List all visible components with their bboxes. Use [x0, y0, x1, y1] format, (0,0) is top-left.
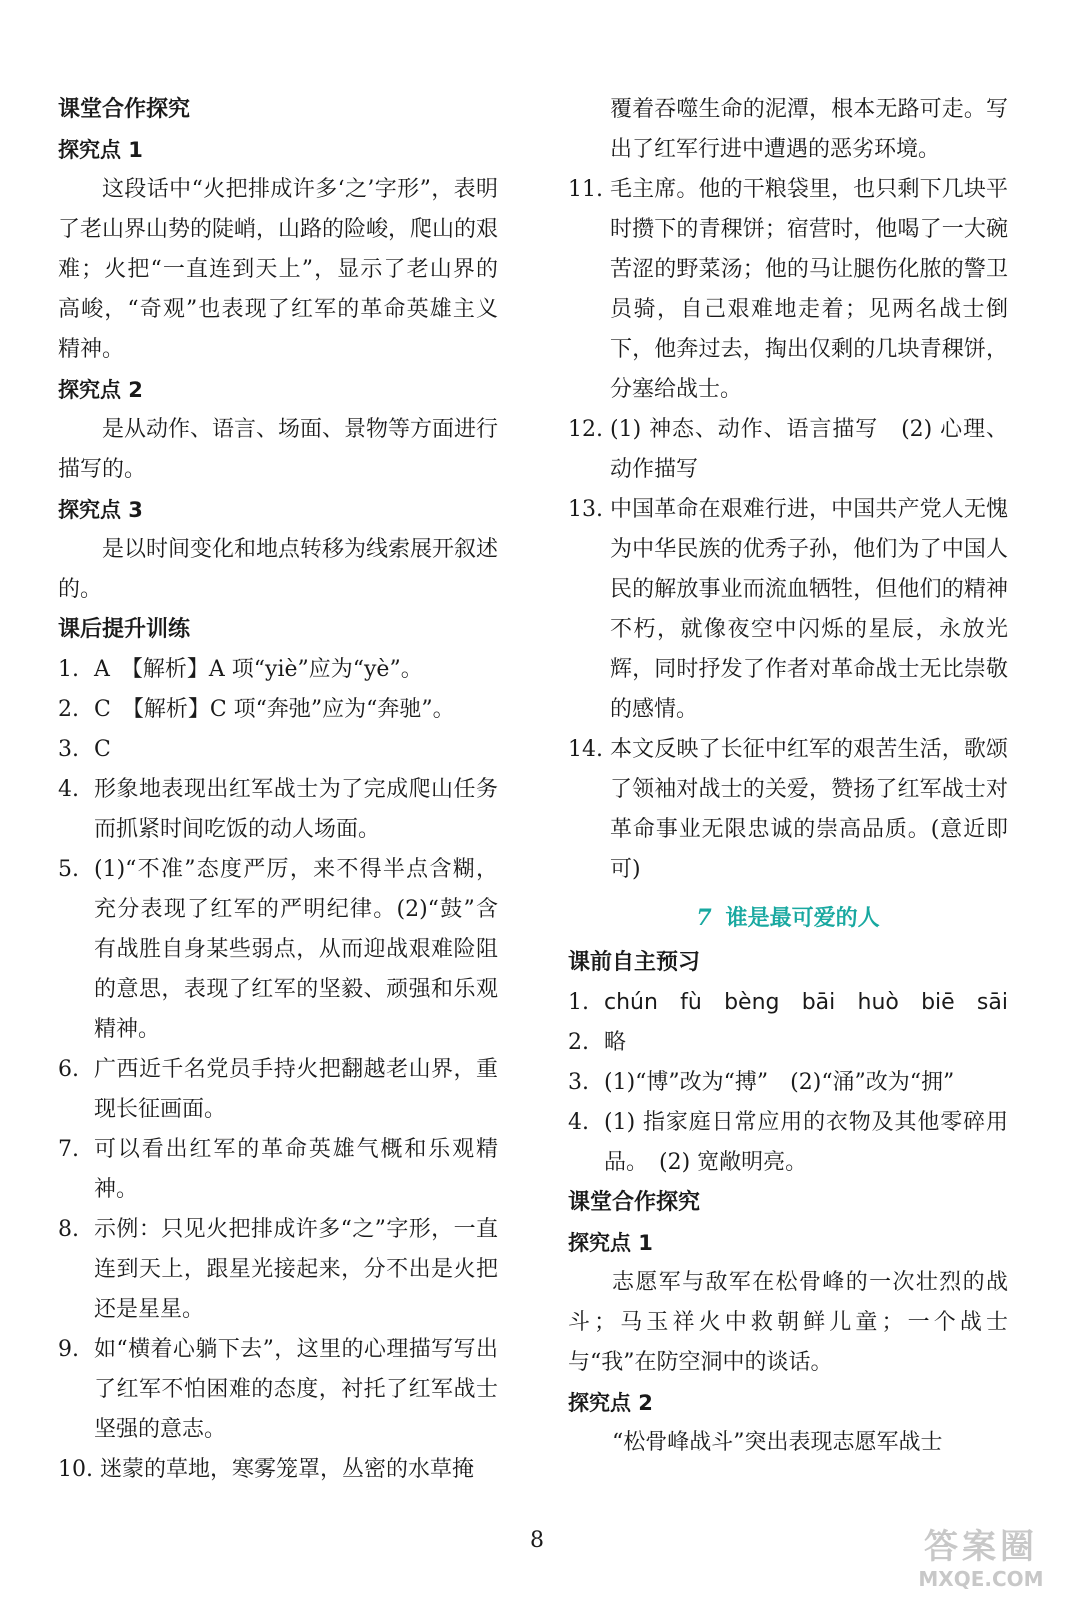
answer-item [58, 1130, 498, 1210]
answer-text: 形象地表现出红军战士为了完成爬山任务而抓紧时间吃饭的动人场面。 [94, 777, 498, 842]
pinyin: biē [921, 990, 955, 1015]
answer-text: 可以看出红军的革命英雄气概和乐观精神。 [94, 1137, 498, 1202]
answer-item [568, 490, 1008, 730]
section-heading-cooperative-inquiry-2: 课堂合作探究 [568, 1190, 701, 1215]
answer-item [58, 1450, 498, 1490]
inquiry-point-2-label: 探究点 2 [58, 378, 143, 402]
inquiry-point-1-text: 这段话中“火把排成许多‘之’字形”，表明了老山界山势的陡峭，山路的险峻，爬山的艰难；火把“一直连到天上”，显示了老山界的高峻，“奇观”也表现了红军的革命英雄主义精神。 [58, 177, 499, 362]
pinyin: huò [857, 990, 899, 1015]
answer-number: 3. [568, 1070, 589, 1095]
answer-item [58, 1330, 498, 1450]
answer-number: 10. [58, 1457, 93, 1482]
lesson-title: 谁是最可爱的人 [725, 906, 880, 931]
answer-text: 如“横着心躺下去”，这里的心理描写写出了红军不怕困难的态度，衬托了红军战士坚强的意志。 [94, 1337, 498, 1442]
answer-item [58, 770, 498, 850]
section-heading-preview: 课前自主预习 [568, 950, 701, 975]
answer-item [58, 1210, 498, 1330]
left-column [58, 90, 498, 1490]
answer-number: 9. [58, 1337, 79, 1362]
page-number: 8 [530, 1528, 544, 1553]
answer-text: A 【解析】A 项“yiè”应为“yè”。 [94, 657, 423, 682]
answer-item [568, 1063, 1008, 1103]
answer-text: (1) 指家庭日常应用的衣物及其他零碎用品。 (2) 宽敞明亮。 [604, 1110, 1008, 1175]
answer-item [568, 1103, 1008, 1183]
answer-item [58, 650, 498, 690]
section-heading-after-class-training: 课后提升训练 [58, 617, 191, 642]
answer-number: 12. [568, 417, 603, 442]
answer-text: C [94, 737, 111, 762]
pinyin-row [604, 983, 1008, 1023]
section-heading-cooperative-inquiry: 课堂合作探究 [58, 97, 191, 122]
site-watermark [906, 1527, 1056, 1592]
answer-number: 11. [568, 177, 603, 202]
pinyin: fù [680, 990, 702, 1015]
answer-10-continuation: 覆着吞噬生命的泥潭，根本无路可走。写出了红军行进中遭遇的恶劣环境。 [610, 97, 1008, 162]
answer-item [568, 410, 1008, 490]
answer-text: 示例：只见火把排成许多“之”字形，一直连到天上，跟星光接起来，分不出是火把还是星星。 [94, 1217, 498, 1322]
right-column [568, 90, 1008, 1463]
watermark-logo-text: 答案圈 [924, 1527, 1038, 1567]
answer-number: 2. [58, 697, 79, 722]
answer-text: 本文反映了长征中红军的艰苦生活，歌颂了领袖对战士的关爱，赞扬了红军战士对革命事业无限忠诚的崇高品质。(意近即可) [610, 737, 1008, 882]
inquiry-point-2-text: “松骨峰战斗”突出表现志愿军战士 [612, 1430, 943, 1455]
lesson-title-banner [568, 896, 1008, 941]
inquiry-point-1-text: 志愿军与敌军在松骨峰的一次壮烈的战斗；马玉祥火中救朝鲜儿童；一个战士与“我”在防空洞中的谈话。 [568, 1270, 1008, 1375]
answer-text: (1)“不准”态度严厉，来不得半点含糊，充分表现了红军的严明纪律。(2)“鼓”含有战胜自身某些弱点，从而迎战艰难险阻的意思，表现了红军的坚毅、顽强和乐观精神。 [94, 857, 498, 1042]
answer-number: 2. [568, 1030, 589, 1055]
answer-text: (1) 神态、动作、语言描写 (2) 心理、动作描写 [610, 417, 1008, 482]
answer-number: 1. [58, 657, 79, 682]
answer-number: 4. [568, 1110, 589, 1135]
answer-number: 14. [568, 737, 603, 762]
answer-item [58, 690, 498, 730]
answer-number: 8. [58, 1217, 79, 1242]
answer-item [58, 730, 498, 770]
answer-item [568, 730, 1008, 890]
inquiry-point-1-label: 探究点 1 [58, 138, 143, 162]
pinyin: chún [604, 990, 658, 1015]
answer-item [58, 850, 498, 1050]
answer-item [568, 170, 1008, 410]
answer-text: (1)“博”改为“搏” (2)“涌”改为“拥” [604, 1070, 955, 1095]
answer-number: 6. [58, 1057, 79, 1082]
answer-text: 略 [604, 1030, 627, 1055]
pinyin: bāi [801, 990, 836, 1015]
answer-number: 7. [58, 1137, 79, 1162]
pinyin: bèng [724, 990, 780, 1015]
inquiry-point-2-label: 探究点 2 [568, 1391, 653, 1415]
answer-item [568, 983, 1008, 1023]
answer-item [58, 1050, 498, 1130]
pinyin: sāi [976, 990, 1008, 1015]
inquiry-point-3-text: 是以时间变化和地点转移为线索展开叙述的。 [58, 537, 499, 602]
answer-text: 毛主席。他的干粮袋里，也只剩下几块平时攒下的青稞饼；宿营时，他喝了一大碗苦涩的野菜汤；他的马让腿伤化脓的警卫员骑，自己艰难地走着；见两名战士倒下，他奔过去，掏出仅剩的几块青稞饼，分塞给战士。 [610, 177, 1008, 402]
answer-number: 1. [568, 990, 589, 1015]
lesson-number: 7 [696, 905, 712, 931]
answer-number: 4. [58, 777, 79, 802]
answer-text: 中国革命在艰难行进，中国共产党人无愧为中华民族的优秀子孙，他们为了中国人民的解放事业而流血牺牲，但他们的精神不朽，就像夜空中闪烁的星辰，永放光辉，同时抒发了作者对革命战士无比崇敬的感情。 [610, 497, 1008, 722]
inquiry-point-3-label: 探究点 3 [58, 498, 143, 522]
answer-number: 5. [58, 857, 79, 882]
answer-text: C 【解析】C 项“奔弛”应为“奔驰”。 [94, 697, 455, 722]
answer-text: 迷蒙的草地，寒雾笼罩，丛密的水草掩 [100, 1457, 475, 1482]
answer-item [568, 1023, 1008, 1063]
answer-text: 广西近千名党员手持火把翻越老山界，重现长征画面。 [94, 1057, 498, 1122]
watermark-url: MXQE.COM [918, 1567, 1044, 1591]
answer-number: 3. [58, 737, 79, 762]
inquiry-point-2-text: 是从动作、语言、场面、景物等方面进行描写的。 [58, 417, 499, 482]
answer-number: 13. [568, 497, 603, 522]
inquiry-point-1-label: 探究点 1 [568, 1231, 653, 1255]
